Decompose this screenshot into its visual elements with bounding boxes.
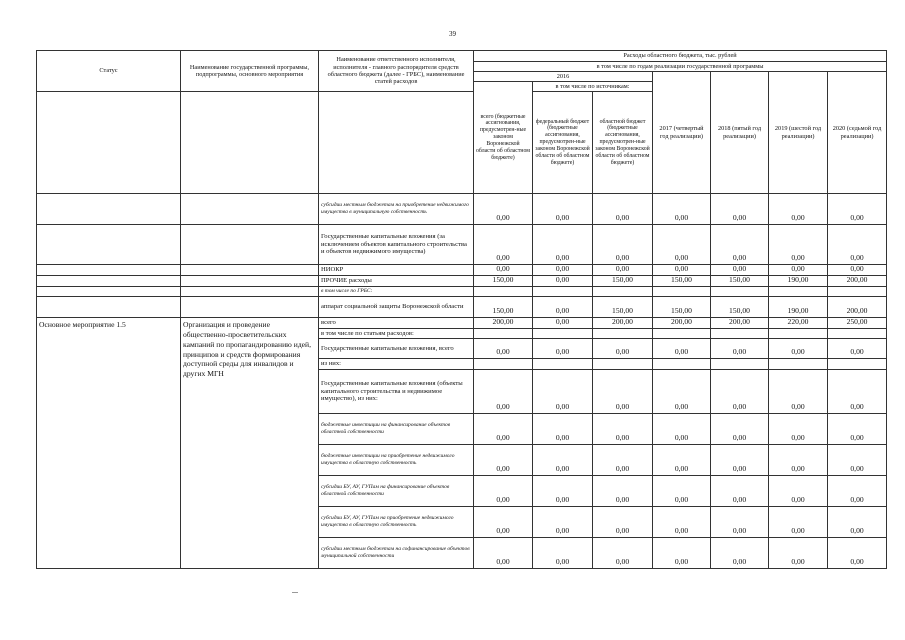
cell-federal: 0,00 [533,369,593,413]
cell-regional: 0,00 [593,265,653,276]
cell-2017: 0,00 [653,194,711,225]
row-label: бюджетные инвестиции на финансирование объектов областной собственности [319,413,474,444]
row-label: аппарат социальной защиты Воронежской области [319,296,474,317]
cell-2020: 200,00 [828,296,887,317]
cell-2020: 0,00 [828,413,887,444]
cell-2017: 0,00 [653,475,711,506]
cell-total: 150,00 [474,275,533,286]
measure-name: Организация и проведение общественно-просветительских кампаний по пропагандированию идей, принципов и средств формирования доступной среды для инвалидов и других МГН [181,317,319,568]
row-label: всего [319,317,474,328]
cell-regional [593,328,653,338]
header-executor: Наименование ответственного исполнителя, исполнителя - главного распорядителя средств областного бюджета (далее - ГРБС), наименование статей расходов [319,51,474,92]
cell-2017: 0,00 [653,506,711,537]
row-label: ПРОЧИЕ расходы [319,275,474,286]
cell-regional: 0,00 [593,225,653,265]
header-by-sources: в том числе по источникам: [533,82,653,92]
cell-2018: 0,00 [711,475,769,506]
cell-regional [593,358,653,369]
header-2018: 2018 (пятый год реализации) [711,72,769,194]
cell-2017: 200,00 [653,317,711,328]
row-label: в том числе по статьям расходов: [319,328,474,338]
cell-regional: 0,00 [593,475,653,506]
cell-federal: 0,00 [533,444,593,475]
row-label: НИОКР [319,265,474,276]
header-status: Статус [37,51,181,92]
cell-federal: 0,00 [533,265,593,276]
row-label: бюджетные инвестиции на приобретение недвижимого имущества в областную собственность [319,444,474,475]
cell-2019: 0,00 [769,444,828,475]
cell-2017 [653,328,711,338]
row-label: Государственные капитальные вложения (за исключением объектов капитального строительства и объектов недвижимого имущества) [319,225,474,265]
cell-federal: 0,00 [533,506,593,537]
cell-2020: 0,00 [828,194,887,225]
cell-2017: 150,00 [653,296,711,317]
cell-regional: 0,00 [593,506,653,537]
cell-total: 0,00 [474,537,533,568]
cell-total: 0,00 [474,444,533,475]
cell-2018: 0,00 [711,444,769,475]
cell-federal: 0,00 [533,475,593,506]
cell-2019: 0,00 [769,506,828,537]
cell-2018: 150,00 [711,296,769,317]
cell-2018: 0,00 [711,537,769,568]
cell-2020: 0,00 [828,475,887,506]
cell-federal: 0,00 [533,275,593,286]
cell-total [474,286,533,296]
cell-2019: 220,00 [769,317,828,328]
row-label: из них: [319,358,474,369]
cell-2019: 0,00 [769,475,828,506]
cell-total: 150,00 [474,296,533,317]
cell-federal: 0,00 [533,537,593,568]
cell-2017: 0,00 [653,265,711,276]
cell-regional: 0,00 [593,413,653,444]
cell-2018 [711,328,769,338]
header-year-2016: 2016 [474,72,653,82]
cell-2020: 0,00 [828,537,887,568]
cell-2018: 0,00 [711,225,769,265]
cell-federal: 0,00 [533,317,593,328]
cell-2018: 0,00 [711,194,769,225]
cell-total: 0,00 [474,506,533,537]
cell-regional: 0,00 [593,537,653,568]
cell-federal [533,328,593,338]
cell-2019: 0,00 [769,225,828,265]
cell-regional: 0,00 [593,194,653,225]
cell-2020: 0,00 [828,506,887,537]
cell-regional: 0,00 [593,444,653,475]
cell-regional: 0,00 [593,369,653,413]
cell-2019: 0,00 [769,537,828,568]
cell-regional: 150,00 [593,275,653,286]
cell-2020: 0,00 [828,225,887,265]
header-total: всего (бюджетные ассигнования, предусмотрен-ные законом Воронежской области об областном бюджете) [474,82,533,194]
cell-total: 0,00 [474,369,533,413]
cell-total: 0,00 [474,194,533,225]
cell-2018 [711,358,769,369]
cell-2020: 0,00 [828,369,887,413]
cell-2019: 0,00 [769,265,828,276]
cell-2017: 0,00 [653,537,711,568]
cell-total: 0,00 [474,265,533,276]
header-2019: 2019 (шестой год реализации) [769,72,828,194]
cell-2020 [828,328,887,338]
row-label: субсидии местным бюджетам на софинансирование объектов муниципальной собственности [319,537,474,568]
cell-total: 200,00 [474,317,533,328]
cell-federal: 0,00 [533,225,593,265]
cell-federal: 0,00 [533,194,593,225]
cell-federal: 0,00 [533,296,593,317]
cell-2018: 0,00 [711,265,769,276]
cell-2020: 250,00 [828,317,887,328]
row-label: Государственные капитальные вложения (объекты капитального строительства и недвижимое имущество), из них: [319,369,474,413]
header-expenses: Расходы областного бюджета, тыс. рублей [474,51,887,62]
cell-2017: 0,00 [653,225,711,265]
scan-mark [292,592,298,593]
cell-regional: 200,00 [593,317,653,328]
cell-2019: 190,00 [769,275,828,286]
cell-2019 [769,358,828,369]
header-regional: областной бюджет (бюджетные ассигнования, предусмотрен-ные законом Воронежской области об областном бюджете) [593,92,653,194]
cell-2020: 200,00 [828,275,887,286]
row-label: в том числе по ГРБС: [319,286,474,296]
cell-2020 [828,286,887,296]
cell-2019: 0,00 [769,413,828,444]
cell-total: 0,00 [474,475,533,506]
cell-2017: 0,00 [653,338,711,358]
budget-table [36,50,887,569]
cell-2020: 0,00 [828,444,887,475]
cell-2020: 0,00 [828,338,887,358]
cell-regional: 0,00 [593,338,653,358]
cell-2017: 150,00 [653,275,711,286]
cell-2017 [653,286,711,296]
cell-2018: 200,00 [711,317,769,328]
cell-regional [593,286,653,296]
cell-2019: 190,00 [769,296,828,317]
cell-total: 0,00 [474,413,533,444]
cell-total: 0,00 [474,225,533,265]
cell-total [474,358,533,369]
header-program-name: Наименование государственной программы, подпрограммы, основного мероприятия [181,51,319,92]
page-number: 39 [449,30,456,38]
cell-2018: 0,00 [711,369,769,413]
cell-2019: 0,00 [769,369,828,413]
cell-2019: 0,00 [769,194,828,225]
header-federal: федеральный бюджет (бюджетные ассигнования, предусмотрен-ные законом Воронежской области об областном бюджете) [533,92,593,194]
cell-2019 [769,328,828,338]
row-label: Государственные капитальные вложения, всего [319,338,474,358]
cell-2017: 0,00 [653,369,711,413]
cell-2020 [828,358,887,369]
cell-2017 [653,358,711,369]
header-by-years: в том числе по годам реализации государственной программы [474,62,887,72]
cell-total [474,328,533,338]
cell-2017: 0,00 [653,444,711,475]
cell-2018 [711,286,769,296]
row-label: субсидии БУ, АУ, ГУПам на финансирование объектов областной собственности [319,475,474,506]
row-label: субсидии БУ, АУ, ГУПам на приобретение недвижимого имущества в областную собственность [319,506,474,537]
row-label: субсидии местным бюджетам на приобретение недвижимого имущества в муниципальную собственность [319,194,474,225]
measure-status: Основное мероприятие 1.5 [37,317,181,568]
cell-federal [533,358,593,369]
cell-2017: 0,00 [653,413,711,444]
cell-2018: 150,00 [711,275,769,286]
cell-2019 [769,286,828,296]
cell-2020: 0,00 [828,265,887,276]
cell-federal: 0,00 [533,338,593,358]
cell-federal [533,286,593,296]
cell-regional: 150,00 [593,296,653,317]
cell-total: 0,00 [474,338,533,358]
cell-2018: 0,00 [711,338,769,358]
cell-federal: 0,00 [533,413,593,444]
cell-2019: 0,00 [769,338,828,358]
cell-2018: 0,00 [711,506,769,537]
cell-2018: 0,00 [711,413,769,444]
header-2017: 2017 (четвертый год реализации) [653,72,711,194]
header-2020: 2020 (седьмой год реализации) [828,72,887,194]
